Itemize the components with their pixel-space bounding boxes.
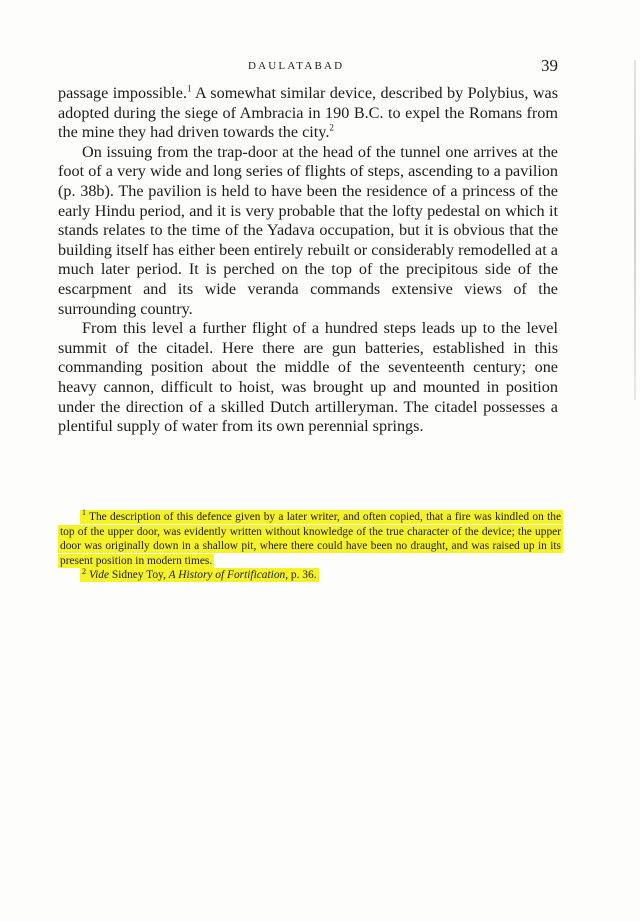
footnote-ref-2: 2 [329,122,334,133]
footnote-1 [58,510,563,568]
footnotes [58,510,563,583]
footnote-1-text: The description of this defence given by a later writer, and often copied, that a fire was kindled on the top of the upper door, was evidently written without knowledge of the true character of the device; the upper door was originally down in a shallow pit, where there could have been no draught, and was raised up in its present position in modern times. [60,511,561,567]
highlighted-footnote-2 [80,568,319,582]
footnote-2-mark: 2 [82,566,86,576]
scan-edge-shadow [634,60,636,400]
footnote-2 [58,568,563,583]
paragraph-1-text: passage impossible. [58,84,187,102]
footnote-1-mark: 1 [82,508,86,518]
footnote-2-book-title: A History of Fortification [168,569,286,582]
page-number: 39 [541,56,558,75]
paragraph-3: From this level a further flight of a hundred steps leads up to the level summit of the citadel. Here there are gun batteries, established in this commanding position about the middle of the seventeenth century; one heavy cannon, difficult to hoist, was brought up and mounted in position under the direction of a skilled Dutch artilleryman. The citadel possesses a plentiful supply of water from its own perennial springs. [58,319,558,436]
highlighted-footnote-1 [58,510,563,568]
paragraph-1 [58,84,558,143]
body-text [58,84,558,437]
footnote-2-vide: Vide [89,569,110,582]
page-header [58,58,558,80]
paragraph-2: On issuing from the trap-door at the head of the tunnel one arrives at the foot of a very wide and long series of flights of steps, ascending to a pavilion (p. 38b). The pavilion is held to have been the residence of a princess of the early Hindu period, and it is very probable that the lofty pedestal on which it stands relates to the time of the Yadava occupation, but it is obvious that the building itself has either been entirely rebuilt or considerably remodelled at a much later period. It is perched on the top of the precipitous side of the escarpment and its wide veranda commands extensive views of the surrounding country. [58,142,558,318]
footnote-2-page: , p. 36. [285,569,317,582]
running-head: DAULATABAD [248,60,345,72]
paragraph-1-text-cont: A somewhat similar device, described by Polybius, was adopted during the siege of Ambracia in 190 B.C. to expel the Romans from the mine they had driven towards the city. [58,84,558,142]
footnote-2-author: Sidney Toy, [109,569,169,582]
footnote-ref-1: 1 [187,83,192,94]
